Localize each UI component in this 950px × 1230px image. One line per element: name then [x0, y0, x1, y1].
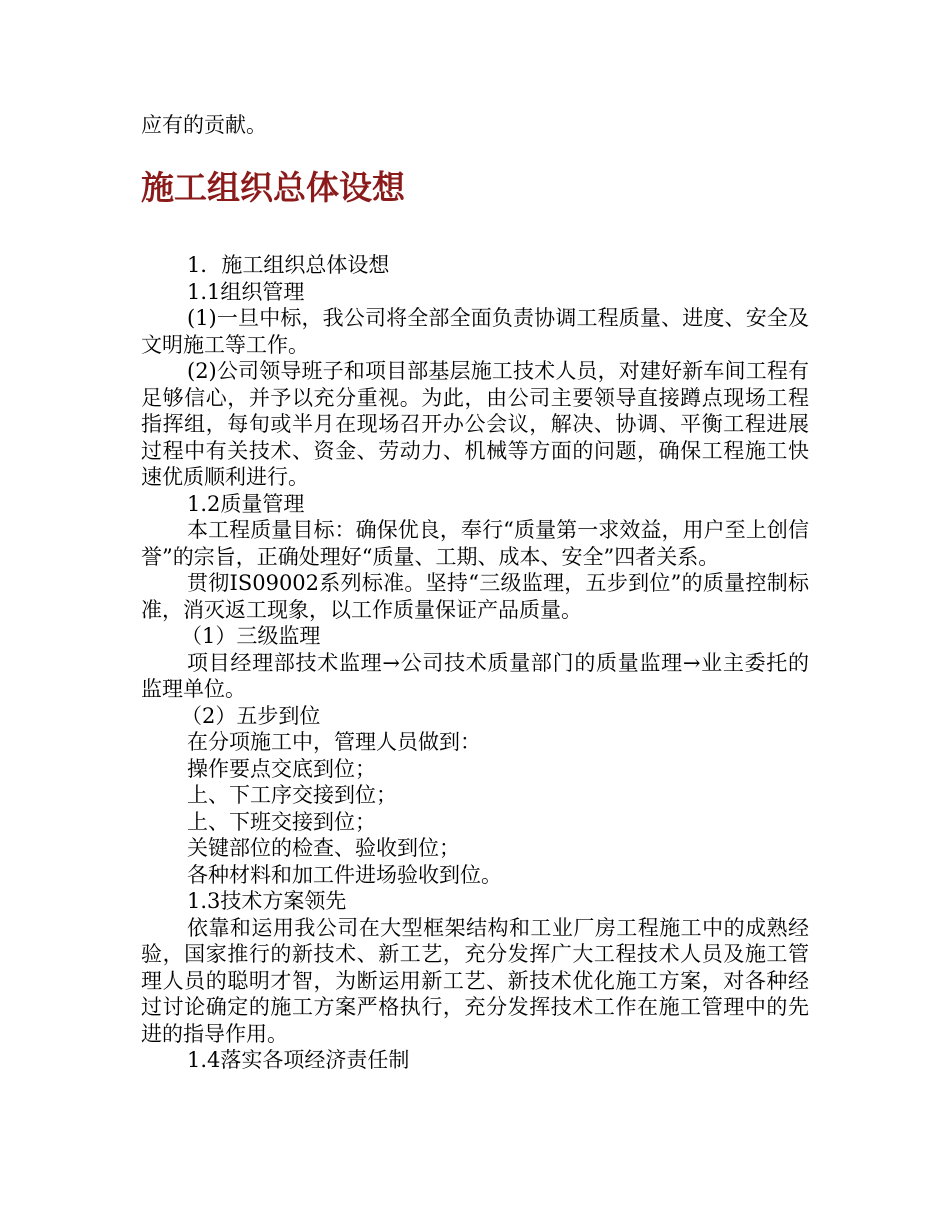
paragraph: 项目经理部技术监理→公司技术质量部门的质量监理→业主委托的监理单位。: [141, 650, 809, 701]
paragraph: （1）三级监理: [181, 624, 321, 648]
paragraph: 关键部位的检查、验收到位；: [187, 836, 460, 860]
paragraph: 上、下工序交接到位；: [187, 783, 397, 807]
paragraph: 上、下班交接到位；: [187, 809, 376, 834]
paragraph: (2)公司领导班子和项目部基层施工技术人员，对建好新车间工程有足够信心，并予以充分重视。为此，由公司主要领导直接蹲点现场工程指挥组，每旬或半月在现场召开办公会议，解决、协调、平衡工程进展过程中有关技术、资金、劳动力、机械等方面的问题，确保工程施工快速优质顺利进行。: [141, 359, 809, 489]
paragraph: 依靠和运用我公司在大型框架结构和工业厂房工程施工中的成熟经验，国家推行的新技术、新工艺，充分发挥广大工程技术人员及施工管理人员的聪明才智，为断运用新工艺、新技术优化施工方案，对各种经过讨论确定的施工方案严格执行，充分发挥技术工作在施工管理中的先进的指导作用。: [141, 915, 809, 1046]
continued-text: 应有的贡献。: [141, 113, 267, 137]
paragraph: 1.1组织管理: [187, 279, 305, 304]
paragraph: 1.3技术方案领先: [187, 889, 347, 913]
section-heading: 施工组织总体设想: [141, 168, 405, 207]
paragraph: 1.2质量管理: [187, 491, 305, 516]
paragraph: 各种材料和加工件进场验收到位。: [187, 862, 502, 887]
paragraph: (1)一旦中标，我公司将全部全面负责协调工程质量、进度、安全及文明施工等工作。: [141, 306, 809, 357]
paragraph: 1.4落实各项经济责任制: [187, 1048, 410, 1072]
paragraph: 贯彻IS09002系列标准。坚持“三级监理，五步到位”的质量控制标准，消灭返工现象，以工作质量保证产品质量。: [141, 571, 809, 622]
paragraph: （2）五步到位: [181, 703, 321, 728]
paragraph: 操作要点交底到位；: [187, 756, 376, 781]
paragraph: 1．施工组织总体设想: [187, 253, 390, 277]
paragraph: 在分项施工中，管理人员做到：: [187, 730, 481, 754]
paragraph: 本工程质量目标：确保优良，奉行“质量第一求效益，用户至上创信誉”的宗旨，正确处理好“质量、工期、成本、安全”四者关系。: [141, 518, 809, 569]
document-body: [141, 252, 809, 1074]
